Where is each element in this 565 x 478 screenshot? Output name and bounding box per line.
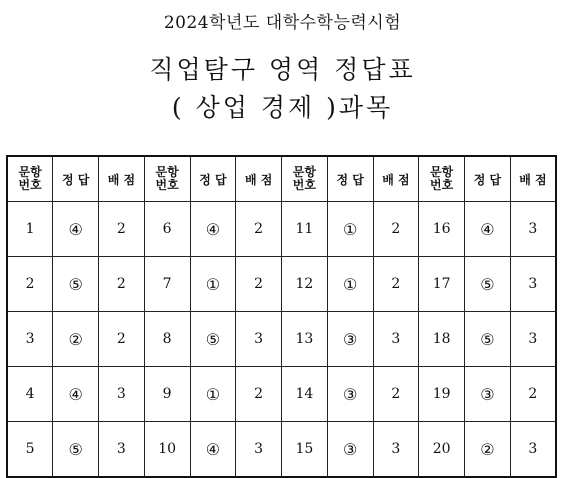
header-answer: 정 답 [53,156,99,202]
table-row [7,202,556,257]
question-number-cell: 6 [144,202,190,257]
header-question-number [282,156,328,202]
answer-cell: ④ [53,202,99,257]
header-answer: 정 답 [327,156,373,202]
exam-title: 2024학년도 대학수학능력시험 [163,13,402,33]
answer-cell: ③ [327,367,373,422]
answer-cell: ④ [190,422,236,478]
question-number-cell: 13 [282,312,328,367]
subject-subtitle: ( 상업 경제 )과목 [171,93,394,122]
question-number-cell: 10 [144,422,190,478]
answer-cell: ⑤ [465,312,511,367]
answer-key-table [6,155,557,478]
question-number-cell: 3 [7,312,53,367]
answer-cell: ① [327,257,373,312]
points-cell: 3 [510,312,556,367]
header-label: 문항 [18,165,42,179]
answer-cell: ③ [327,422,373,478]
answer-cell: ③ [465,367,511,422]
points-cell: 3 [510,257,556,312]
header-label: 번호 [292,178,316,192]
page-title: 직업탐구 영역 정답표 [149,55,416,84]
table-row [7,367,556,422]
answer-cell: ① [190,257,236,312]
points-cell: 2 [99,257,145,312]
points-cell: 2 [510,367,556,422]
points-cell: 3 [510,202,556,257]
points-cell: 3 [99,367,145,422]
points-cell: 2 [373,257,419,312]
question-number-cell: 17 [419,257,465,312]
answer-cell: ⑤ [53,422,99,478]
header-points: 배 점 [236,156,282,202]
answer-cell: ② [53,312,99,367]
points-cell: 3 [373,312,419,367]
question-number-cell: 7 [144,257,190,312]
header-label: 번호 [430,178,454,192]
header-points: 배 점 [373,156,419,202]
answer-cell: ④ [465,202,511,257]
points-cell: 3 [99,422,145,478]
header-question-number [419,156,465,202]
points-cell: 2 [373,202,419,257]
question-number-cell: 12 [282,257,328,312]
points-cell: 3 [236,312,282,367]
answer-cell: ⑤ [190,312,236,367]
question-number-cell: 19 [419,367,465,422]
answer-cell: ① [327,202,373,257]
points-cell: 3 [373,422,419,478]
question-number-cell: 8 [144,312,190,367]
header-answer: 정 답 [190,156,236,202]
points-cell: 3 [510,422,556,478]
question-number-cell: 20 [419,422,465,478]
question-number-cell: 1 [7,202,53,257]
points-cell: 3 [236,422,282,478]
header-label: 번호 [155,178,179,192]
table-row [7,422,556,478]
points-cell: 2 [373,367,419,422]
points-cell: 2 [99,312,145,367]
question-number-cell: 4 [7,367,53,422]
table-row [7,257,556,312]
header-label: 번호 [18,178,42,192]
points-cell: 2 [236,257,282,312]
question-number-cell: 16 [419,202,465,257]
table-row [7,312,556,367]
header-label: 문항 [292,165,316,179]
table-header-row [7,156,556,202]
header-points: 배 점 [99,156,145,202]
header-label: 문항 [430,165,454,179]
header-question-number [144,156,190,202]
answer-cell: ② [465,422,511,478]
header-label: 문항 [155,165,179,179]
header-answer: 정 답 [465,156,511,202]
points-cell: 2 [99,202,145,257]
question-number-cell: 14 [282,367,328,422]
answer-cell: ① [190,367,236,422]
answer-cell: ④ [53,367,99,422]
answer-cell: ⑤ [53,257,99,312]
question-number-cell: 5 [7,422,53,478]
answer-cell: ③ [327,312,373,367]
answer-cell: ⑤ [465,257,511,312]
answer-cell: ④ [190,202,236,257]
question-number-cell: 11 [282,202,328,257]
question-number-cell: 15 [282,422,328,478]
question-number-cell: 2 [7,257,53,312]
points-cell: 2 [236,367,282,422]
question-number-cell: 18 [419,312,465,367]
header-points: 배 점 [510,156,556,202]
header-question-number [7,156,53,202]
points-cell: 2 [236,202,282,257]
question-number-cell: 9 [144,367,190,422]
